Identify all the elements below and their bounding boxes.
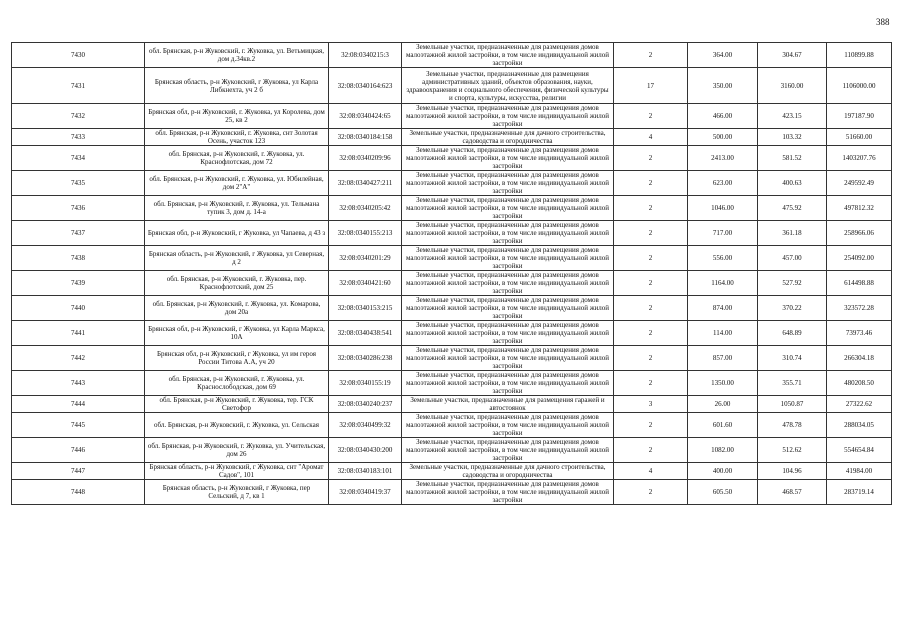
cell-area: 857.00 <box>688 346 758 371</box>
cell-value: 288034.05 <box>827 413 892 438</box>
table-row <box>12 196 892 221</box>
cell-cadastral: 32:08:0340215:3 <box>329 43 402 68</box>
cell-price: 310.74 <box>758 346 827 371</box>
cell-category: Земельные участки, предназначенные для размещения административных зданий, объектов образования, науки, здравоохранения и социального обеспечения, физической культуры и спорта, культуры, искусства, религии <box>402 68 614 104</box>
cell-group: 2 <box>614 413 688 438</box>
cell-address: Брянская область, р-н Жуковский, г Жуковка, снт "Аромат Садов", 101 <box>145 463 329 480</box>
cell-price: 355.71 <box>758 371 827 396</box>
cell-address: обл. Брянская, р-н Жуковский, г. Жуковка, пер. Краснофлотский, дом 25 <box>145 271 329 296</box>
cell-address: обл. Брянская, р-н Жуковский, г. Жуковка, ул. Краснослободская, дом 69 <box>145 371 329 396</box>
table-row <box>12 321 892 346</box>
cell-area: 114.00 <box>688 321 758 346</box>
cell-group: 2 <box>614 43 688 68</box>
cell-group: 4 <box>614 463 688 480</box>
cell-category: Земельные участки, предназначенные для размещения гаражей и автостоянок <box>402 396 614 413</box>
cell-address: обл. Брянская, р-н Жуковский, г. Жуковка, ул. Комарова, дом 20а <box>145 296 329 321</box>
cell-num: 7445 <box>12 413 145 438</box>
table-row <box>12 68 892 104</box>
cell-num: 7434 <box>12 146 145 171</box>
cell-area: 556.00 <box>688 246 758 271</box>
cell-category: Земельные участки, предназначенные для размещения домов малоэтажной жилой застройки, в том числе индивидуальной жилой застройки <box>402 146 614 171</box>
cell-area: 601.60 <box>688 413 758 438</box>
cell-num: 7447 <box>12 463 145 480</box>
cell-group: 2 <box>614 346 688 371</box>
cell-address: обл. Брянская, р-н Жуковский, г. Жуковка, ул. Ветьмицкая, дом д.34кв.2 <box>145 43 329 68</box>
cell-cadastral: 32:08:0340209:96 <box>329 146 402 171</box>
cell-group: 2 <box>614 146 688 171</box>
cell-category: Земельные участки, предназначенные для размещения домов малоэтажной жилой застройки, в том числе индивидуальной жилой застройки <box>402 196 614 221</box>
cell-price: 104.96 <box>758 463 827 480</box>
cell-value: 1106000.00 <box>827 68 892 104</box>
cell-category: Земельные участки, предназначенные для размещения домов малоэтажной жилой застройки, в том числе индивидуальной жилой застройки <box>402 321 614 346</box>
cell-price: 478.78 <box>758 413 827 438</box>
cell-num: 7443 <box>12 371 145 396</box>
cell-value: 41984.00 <box>827 463 892 480</box>
cell-group: 2 <box>614 480 688 505</box>
table-row <box>12 146 892 171</box>
table-row <box>12 296 892 321</box>
table-row <box>12 271 892 296</box>
cell-address: Брянская обл, р-н Жуковский, г Жуковка, ул им героя России Титова А.А, уч 20 <box>145 346 329 371</box>
cell-group: 3 <box>614 396 688 413</box>
cell-cadastral: 32:08:0340164:623 <box>329 68 402 104</box>
cell-value: 258966.06 <box>827 221 892 246</box>
cell-cadastral: 32:08:0340155:213 <box>329 221 402 246</box>
cell-category: Земельные участки, предназначенные для размещения домов малоэтажной жилой застройки, в том числе индивидуальной жилой застройки <box>402 296 614 321</box>
cell-price: 103.32 <box>758 129 827 146</box>
cell-area: 1046.00 <box>688 196 758 221</box>
cell-group: 2 <box>614 438 688 463</box>
cell-address: обл. Брянская, р-н Жуковский, г. Жуковка, снт Золотая Осень, участок 123 <box>145 129 329 146</box>
cell-num: 7432 <box>12 104 145 129</box>
table-row <box>12 221 892 246</box>
cell-cadastral: 32:08:0340424:65 <box>329 104 402 129</box>
cell-category: Земельные участки, предназначенные для дачного строительства, садоводства и огородничества <box>402 463 614 480</box>
table-row <box>12 438 892 463</box>
cell-num: 7439 <box>12 271 145 296</box>
cell-category: Земельные участки, предназначенные для размещения домов малоэтажной жилой застройки, в том числе индивидуальной жилой застройки <box>402 438 614 463</box>
cell-cadastral: 32:08:0340205:42 <box>329 196 402 221</box>
cell-value: 554654.84 <box>827 438 892 463</box>
table-row <box>12 246 892 271</box>
cell-group: 2 <box>614 296 688 321</box>
cell-price: 457.00 <box>758 246 827 271</box>
cell-cadastral: 32:08:0340499:32 <box>329 413 402 438</box>
cell-cadastral: 32:08:0340155:19 <box>329 371 402 396</box>
table-row <box>12 43 892 68</box>
cell-area: 1164.00 <box>688 271 758 296</box>
cell-area: 623.00 <box>688 171 758 196</box>
land-registry-table <box>11 42 892 505</box>
cell-area: 26.00 <box>688 396 758 413</box>
cell-category: Земельные участки, предназначенные для размещения домов малоэтажной жилой застройки, в том числе индивидуальной жилой застройки <box>402 271 614 296</box>
cell-num: 7448 <box>12 480 145 505</box>
cell-category: Земельные участки, предназначенные для дачного строительства, садоводства и огородничества <box>402 129 614 146</box>
cell-cadastral: 32:08:0340438:541 <box>329 321 402 346</box>
cell-value: 283719.14 <box>827 480 892 505</box>
cell-area: 717.00 <box>688 221 758 246</box>
cell-num: 7435 <box>12 171 145 196</box>
cell-group: 2 <box>614 321 688 346</box>
table-row <box>12 396 892 413</box>
cell-value: 27322.62 <box>827 396 892 413</box>
cell-price: 304.67 <box>758 43 827 68</box>
cell-address: обл. Брянская, р-н Жуковский, г. Жуковка, ул. Учительская, дом 26 <box>145 438 329 463</box>
cell-price: 423.15 <box>758 104 827 129</box>
cell-category: Земельные участки, предназначенные для размещения домов малоэтажной жилой застройки, в том числе индивидуальной жилой застройки <box>402 43 614 68</box>
cell-group: 2 <box>614 104 688 129</box>
cell-address: Брянская область, р-н Жуковский, г Жуковка, пер Сельский, д 7, кв 1 <box>145 480 329 505</box>
cell-num: 7442 <box>12 346 145 371</box>
cell-area: 364.00 <box>688 43 758 68</box>
cell-category: Земельные участки, предназначенные для размещения домов малоэтажной жилой застройки, в том числе индивидуальной жилой застройки <box>402 171 614 196</box>
cell-price: 581.52 <box>758 146 827 171</box>
cell-price: 1050.87 <box>758 396 827 413</box>
table-row <box>12 104 892 129</box>
cell-address: обл. Брянская, р-н Жуковский, г. Жуковка, тер. ГСК Светофор <box>145 396 329 413</box>
cell-price: 475.92 <box>758 196 827 221</box>
cell-area: 500.00 <box>688 129 758 146</box>
cell-address: обл. Брянская, р-н Жуковский, г. Жуковка, ул. Тельмана тупик 3, дом д. 14-а <box>145 196 329 221</box>
cell-num: 7431 <box>12 68 145 104</box>
cell-address: Брянская обл, р-н Жуковский, г Жуковка, ул Карла Маркса, 10А <box>145 321 329 346</box>
cell-value: 497812.32 <box>827 196 892 221</box>
cell-num: 7438 <box>12 246 145 271</box>
cell-cadastral: 32:08:0340184:158 <box>329 129 402 146</box>
cell-address: обл. Брянская, р-н Жуковский, г. Жуковка, ул. Краснофлотская, дом 72 <box>145 146 329 171</box>
cell-price: 370.22 <box>758 296 827 321</box>
cell-value: 266304.18 <box>827 346 892 371</box>
cell-address: обл. Брянская, р-н Жуковский, г. Жуковка, ул. Юбилейная, дом 2"А" <box>145 171 329 196</box>
cell-cadastral: 32:08:0340286:238 <box>329 346 402 371</box>
cell-price: 468.57 <box>758 480 827 505</box>
cell-address: Брянская область, р-н Жуковский, г Жуковка, ул Северная, д 2 <box>145 246 329 271</box>
cell-category: Земельные участки, предназначенные для размещения домов малоэтажной жилой застройки, в том числе индивидуальной жилой застройки <box>402 371 614 396</box>
cell-value: 73973.46 <box>827 321 892 346</box>
cell-category: Земельные участки, предназначенные для размещения домов малоэтажной жилой застройки, в том числе индивидуальной жилой застройки <box>402 104 614 129</box>
cell-value: 480208.50 <box>827 371 892 396</box>
table-row <box>12 371 892 396</box>
cell-address: Брянская обл, р-н Жуковский, г Жуковка, ул Чапаева, д 43 з <box>145 221 329 246</box>
cell-area: 350.00 <box>688 68 758 104</box>
cell-price: 512.62 <box>758 438 827 463</box>
cell-cadastral: 32:08:0340427:211 <box>329 171 402 196</box>
cell-cadastral: 32:08:0340430:200 <box>329 438 402 463</box>
cell-group: 2 <box>614 171 688 196</box>
cell-value: 614498.88 <box>827 271 892 296</box>
table-row <box>12 346 892 371</box>
cell-value: 323572.28 <box>827 296 892 321</box>
cell-group: 2 <box>614 221 688 246</box>
cell-value: 110899.88 <box>827 43 892 68</box>
cell-category: Земельные участки, предназначенные для размещения домов малоэтажной жилой застройки, в том числе индивидуальной жилой застройки <box>402 221 614 246</box>
cell-group: 17 <box>614 68 688 104</box>
cell-area: 466.00 <box>688 104 758 129</box>
cell-group: 2 <box>614 196 688 221</box>
cell-value: 197187.90 <box>827 104 892 129</box>
cell-group: 2 <box>614 371 688 396</box>
cell-value: 1403207.76 <box>827 146 892 171</box>
cell-area: 2413.00 <box>688 146 758 171</box>
cell-value: 249592.49 <box>827 171 892 196</box>
cell-address: Брянская область, р-н Жуковский, г Жуковка, ул Карла Либкнехта, уч 2 б <box>145 68 329 104</box>
cell-num: 7430 <box>12 43 145 68</box>
cell-address: Брянская обл, р-н Жуковский, г. Жуковка, ул Королева, дом 25, кв 2 <box>145 104 329 129</box>
cell-area: 1082.00 <box>688 438 758 463</box>
cell-category: Земельные участки, предназначенные для размещения домов малоэтажной жилой застройки, в том числе индивидуальной жилой застройки <box>402 480 614 505</box>
cell-category: Земельные участки, предназначенные для размещения домов малоэтажной жилой застройки, в том числе индивидуальной жилой застройки <box>402 346 614 371</box>
cell-cadastral: 32:08:0340240:237 <box>329 396 402 413</box>
cell-num: 7444 <box>12 396 145 413</box>
cell-category: Земельные участки, предназначенные для размещения домов малоэтажной жилой застройки, в том числе индивидуальной жилой застройки <box>402 246 614 271</box>
cell-cadastral: 32:08:0340153:215 <box>329 296 402 321</box>
cell-area: 605.50 <box>688 480 758 505</box>
cell-price: 400.63 <box>758 171 827 196</box>
cell-category: Земельные участки, предназначенные для размещения домов малоэтажной жилой застройки, в том числе индивидуальной жилой застройки <box>402 413 614 438</box>
cell-area: 400.00 <box>688 463 758 480</box>
cell-value: 51660.00 <box>827 129 892 146</box>
cell-group: 2 <box>614 271 688 296</box>
cell-cadastral: 32:08:0340421:60 <box>329 271 402 296</box>
cell-num: 7437 <box>12 221 145 246</box>
cell-value: 254092.00 <box>827 246 892 271</box>
table-row <box>12 480 892 505</box>
cell-address: обл. Брянская, р-н Жуковский, г. Жуковка, ул. Сельская <box>145 413 329 438</box>
cell-num: 7440 <box>12 296 145 321</box>
cell-area: 1350.00 <box>688 371 758 396</box>
table-row <box>12 171 892 196</box>
cell-num: 7436 <box>12 196 145 221</box>
cell-price: 3160.00 <box>758 68 827 104</box>
cell-price: 648.89 <box>758 321 827 346</box>
cell-num: 7441 <box>12 321 145 346</box>
cell-cadastral: 32:08:0340419:37 <box>329 480 402 505</box>
cell-group: 4 <box>614 129 688 146</box>
cell-price: 527.92 <box>758 271 827 296</box>
table-row <box>12 463 892 480</box>
page-number: 388 <box>876 17 890 27</box>
table-row <box>12 413 892 438</box>
cell-area: 874.00 <box>688 296 758 321</box>
table-row <box>12 129 892 146</box>
cell-num: 7446 <box>12 438 145 463</box>
cell-cadastral: 32:08:0340183:101 <box>329 463 402 480</box>
cell-cadastral: 32:08:0340201:29 <box>329 246 402 271</box>
cell-num: 7433 <box>12 129 145 146</box>
cell-price: 361.18 <box>758 221 827 246</box>
cell-group: 2 <box>614 246 688 271</box>
